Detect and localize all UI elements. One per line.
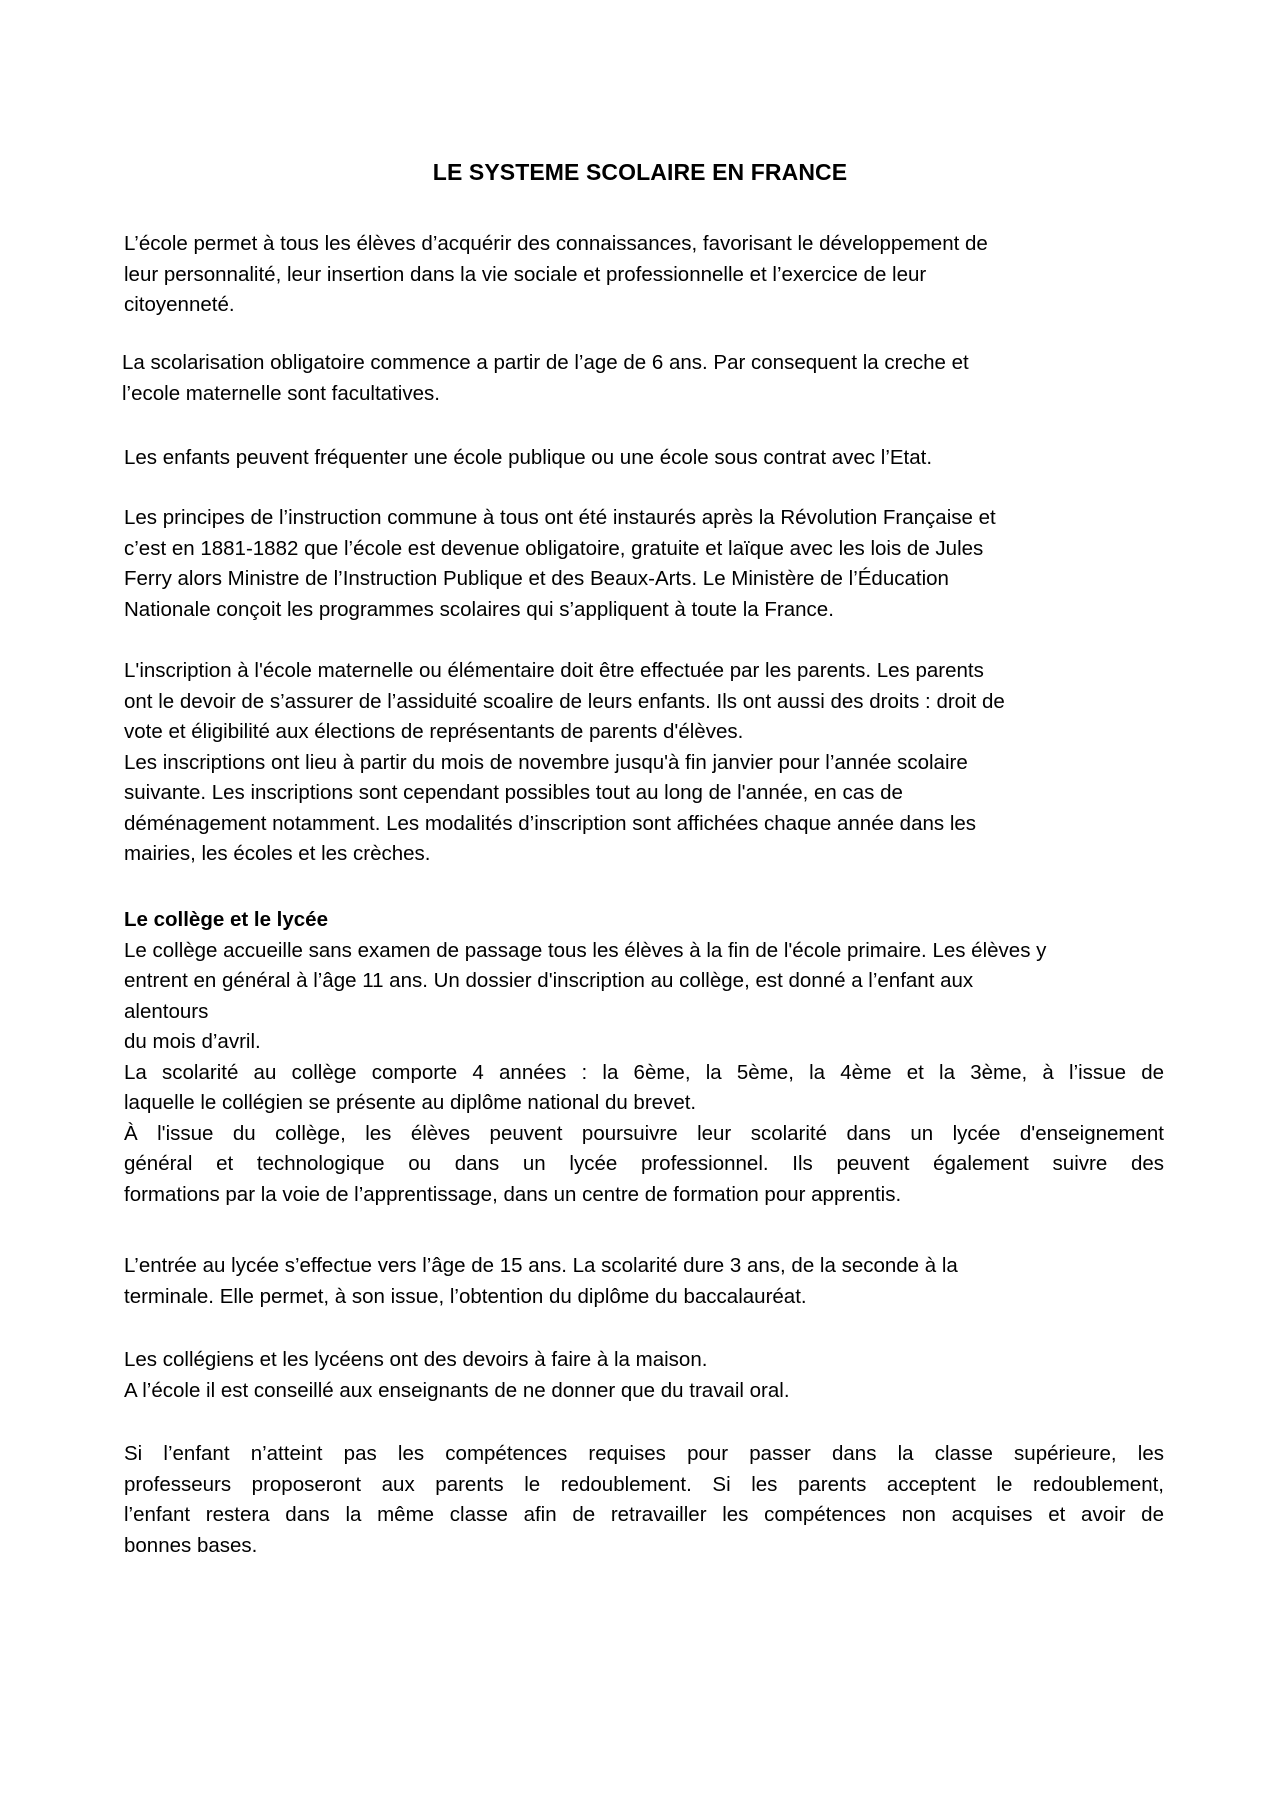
paragraph-homework xyxy=(124,1345,1164,1406)
text-line: ont le devoir de s’assurer de l’assiduité scoalire de leurs enfants. Ils ont aussi des droits : droit de xyxy=(124,689,1005,713)
paragraph-intro xyxy=(124,229,1164,321)
text-line: Les collégiens et les lycéens ont des devoirs à faire à la maison. xyxy=(124,1348,708,1371)
text-line: Nationale conçoit les programmes scolaires qui s’appliquent à toute la France. xyxy=(124,597,834,621)
text-line: formations par la voie de l’apprentissage, dans un centre de formation pour apprentis. xyxy=(124,1182,902,1206)
paragraph-registration xyxy=(124,656,1164,870)
text-line: Le collège accueille sans examen de passage tous les élèves à la fin de l'école primaire. Les élèves y xyxy=(124,938,1047,962)
text-line: alentours xyxy=(124,999,209,1023)
section-college-lycee xyxy=(124,905,1164,1210)
paragraph-obligation xyxy=(122,348,1162,409)
text-line: A l’école il est conseillé aux enseignants de ne donner que du travail oral. xyxy=(124,1378,790,1402)
text-line: À l'issue du collège, les élèves peuvent poursuivre leur scolarité dans un lycée d'enseignement xyxy=(124,1121,1164,1145)
section-heading: Le collège et le lycée xyxy=(124,908,328,931)
text-line: entrent en général à l’âge 11 ans. Un dossier d'inscription au collège, est donné a l’enfant aux xyxy=(124,969,974,992)
text-line: Les enfants peuvent fréquenter une école publique ou une école sous contrat avec l’Etat. xyxy=(124,446,933,469)
text-line: Les principes de l’instruction commune à tous ont été instaurés après la Révolution Française et xyxy=(124,506,996,529)
paragraph-history xyxy=(124,503,1164,625)
text-line: c’est en 1881-1882 que l’école est devenue obligatoire, gratuite et laïque avec les lois de Jules xyxy=(124,536,984,560)
text-line: général et technologique ou dans un lycée professionnel. Ils peuvent également suivre des xyxy=(124,1152,1164,1175)
text-line: citoyenneté. xyxy=(124,293,235,316)
text-line: l’enfant restera dans la même classe afin de retravailler les compétences non acquises et avoir de xyxy=(124,1503,1164,1526)
text-line: La scolarité au collège comporte 4 années : la 6ème, la 5ème, la 4ème et la 3ème, à l’issue de xyxy=(124,1060,1164,1084)
text-line: La scolarisation obligatoire commence a partir de l’age de 6 ans. Par consequent la creche et xyxy=(122,351,969,374)
text-line: suivante. Les inscriptions sont cependant possibles tout au long de l'année, en cas de xyxy=(124,781,903,804)
text-line: vote et éligibilité aux élections de représentants de parents d'élèves. xyxy=(124,720,744,743)
text-line: professeurs proposeront aux parents le redoublement. Si les parents acceptent le redoublement, xyxy=(124,1472,1164,1496)
paragraph-redoublement xyxy=(124,1439,1164,1561)
text-line: leur personnalité, leur insertion dans la vie sociale et professionnelle et l’exercice de leur xyxy=(124,262,927,286)
document-title: LE SYSTEME SCOLAIRE EN FRANCE xyxy=(432,159,848,185)
text-line: Si l’enfant n’atteint pas les compétences requises pour passer dans la classe supérieure, les xyxy=(124,1442,1164,1465)
text-line: L’entrée au lycée s’effectue vers l’âge de 15 ans. La scolarité dure 3 ans, de la seconde à la xyxy=(124,1254,958,1277)
paragraph-lycee xyxy=(124,1251,1164,1312)
text-line: déménagement notamment. Les modalités d’inscription sont affichées chaque année dans les xyxy=(124,811,977,835)
text-line: laquelle le collégien se présente au diplôme national du brevet. xyxy=(124,1091,697,1114)
text-line: L'inscription à l'école maternelle ou élémentaire doit être effectuée par les parents. Les parents xyxy=(124,659,984,682)
text-line: L’école permet à tous les élèves d’acquérir des connaissances, favorisant le développement de xyxy=(124,232,988,255)
paragraph-public-school xyxy=(124,443,1164,474)
text-line: l’ecole maternelle sont facultatives. xyxy=(122,381,440,405)
text-line: Ferry alors Ministre de l’Instruction Publique et des Beaux-Arts. Le Ministère de l’Éducation xyxy=(124,567,949,590)
text-line: bonnes bases. xyxy=(124,1533,258,1557)
text-line: du mois d’avril. xyxy=(124,1030,261,1053)
text-line: mairies, les écoles et les crèches. xyxy=(124,842,431,865)
text-line: Les inscriptions ont lieu à partir du mois de novembre jusqu'à fin janvier pour l’année scolaire xyxy=(124,750,968,774)
text-line: terminale. Elle permet, à son issue, l’obtention du diplôme du baccalauréat. xyxy=(124,1284,807,1308)
